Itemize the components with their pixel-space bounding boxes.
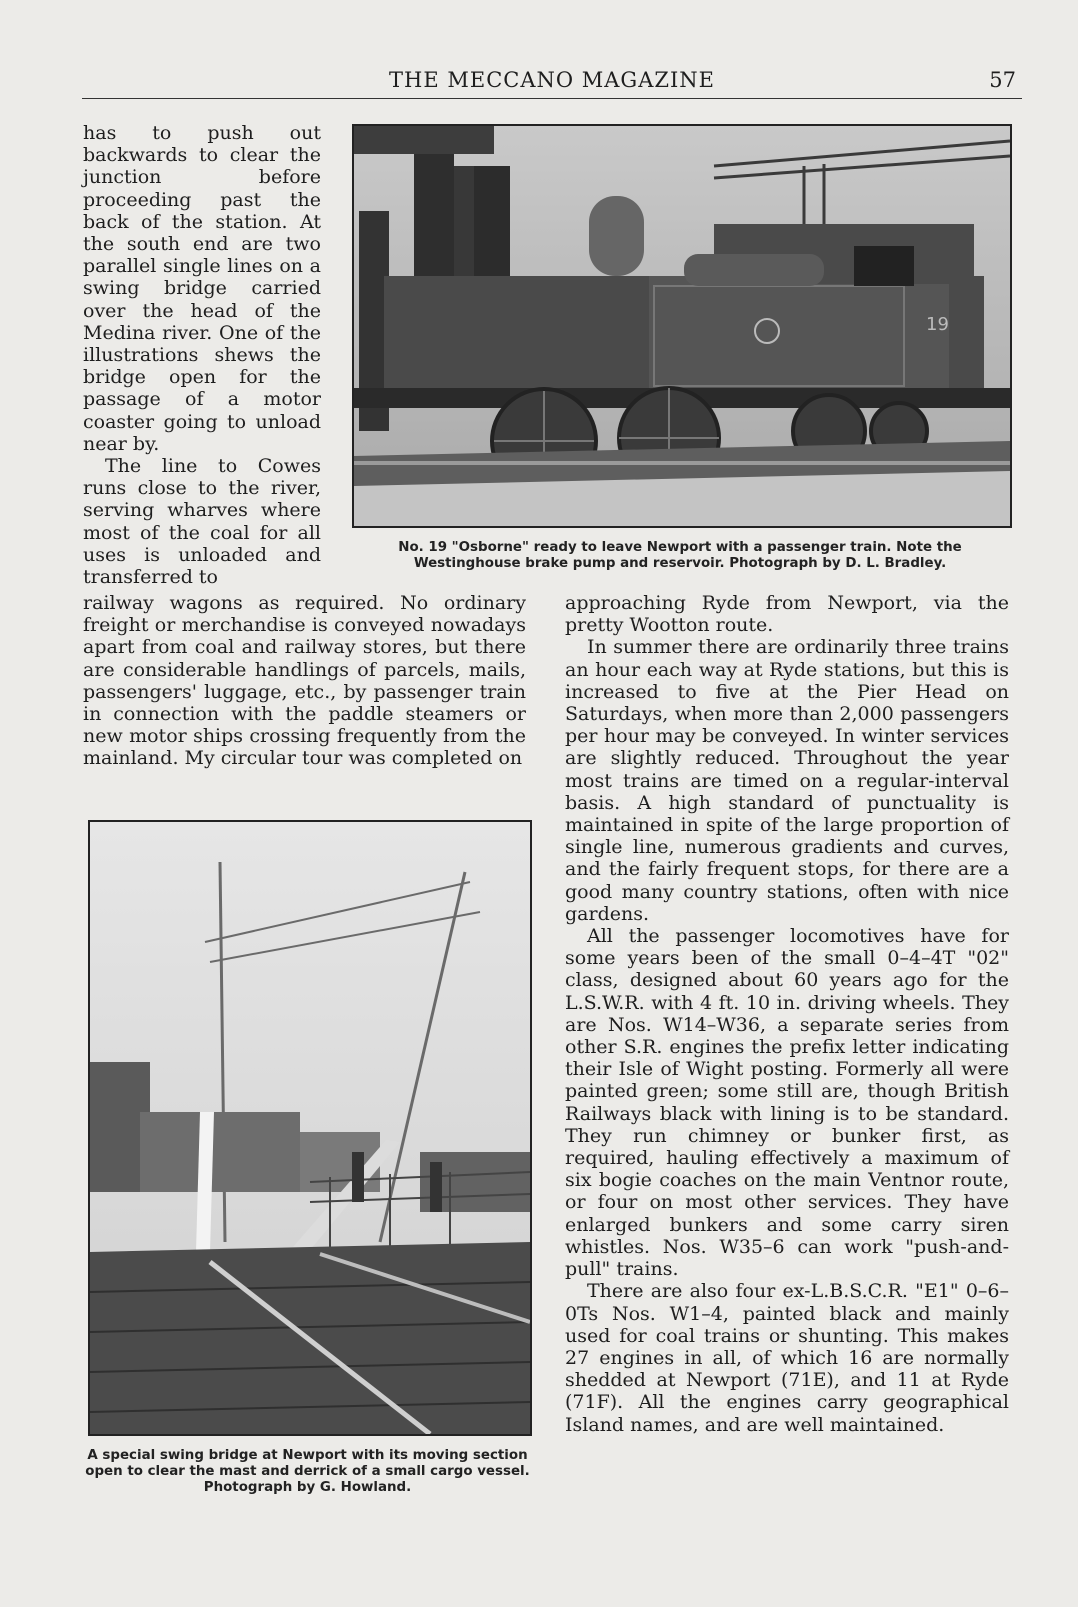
- swing-bridge-photo: [88, 820, 532, 1436]
- right-paragraph-4: There are also four ex-L.B.S.C.R. "E1" 0–6–0Ts Nos. W1–4, painted black and mainly used for coal trains or shunting. This makes 27 engines in all, of which 16 are normally shedded at Newport (71E), and 11 at Ryde (71F). All the engines carry geographical Island names, and are well maintained.: [565, 1280, 1009, 1436]
- left-column: [83, 592, 526, 770]
- loco-number-text: 19: [926, 314, 949, 335]
- right-paragraph-2: In summer there are ordinarily three trains an hour each way at Ryde stations, but this is increased to five at the Pier Head on Saturdays, when more than 2,000 passengers per hour may be conveyed. In winter services are slightly reduced. Throughout the year most trains are timed on a regular-interval basis. A high standard of punctuality is maintained in spite of the large proportion of single line, numerous gradients and curves, and the fairly frequent stops, for there are a good many country stations, often with nice gardens.: [565, 636, 1009, 925]
- narrow-column: [83, 122, 321, 588]
- right-column: [565, 592, 1009, 1436]
- right-paragraph-1: approaching Ryde from Newport, via the pretty Wootton route.: [565, 592, 1009, 637]
- magazine-title: THE MECCANO MAGAZINE: [389, 68, 715, 92]
- page-header: [82, 66, 1022, 99]
- right-paragraph-3: All the passenger locomotives have for some years been of the small 0–4–4T "02" class, designed about 60 years ago for the L.S.W.R. with 4 ft. 10 in. driving wheels. They are Nos. W14–W36, a separate series from other S.R. engines the prefix letter indicating their Isle of Wight posting. Formerly all were painted green; some still are, though British Railways black with lining is to be standard. They run chimney or bunker first, as required, hauling effectively a maximum of six bogie coaches on the main Ventnor route, or four on most other services. They have enlarged bunkers and some carry siren whistles. Nos. W35–6 can work "push-and-pull" trains.: [565, 925, 1009, 1281]
- narrow-paragraph-1: has to push out backwards to clear the junction before proceeding past the back of the station. At the south end are two parallel single lines on a swing bridge carried over the head of the Medina river. One of the illustrations shews the bridge open for the passage of a motor coaster going to unload near by.: [83, 122, 321, 455]
- narrow-paragraph-2: The line to Cowes runs close to the river, serving wharves where most of the coal for all uses is unloaded and transferred to: [83, 455, 321, 589]
- page-number: 57: [989, 68, 1016, 92]
- left-column-paragraph: railway wagons as required. No ordinary freight or merchandise is conveyed nowadays apart from coal and railway stores, but there are considerable handlings of parcels, mails, passengers' luggage, etc., by passenger train in connection with the paddle steamers or new motor ships crossing frequently from the mainland. My circular tour was completed on: [83, 592, 526, 770]
- locomotive-photo: [352, 124, 1012, 528]
- swing-bridge-photo-caption: A special swing bridge at Newport with its moving section open to clear the mast and derrick of a small cargo vessel. Photograph by G. Howland.: [85, 1448, 530, 1495]
- locomotive-photo-caption: No. 19 "Osborne" ready to leave Newport with a passenger train. Note the Westinghouse brake pump and reservoir. Photograph by D. L. Bradley.: [398, 540, 962, 571]
